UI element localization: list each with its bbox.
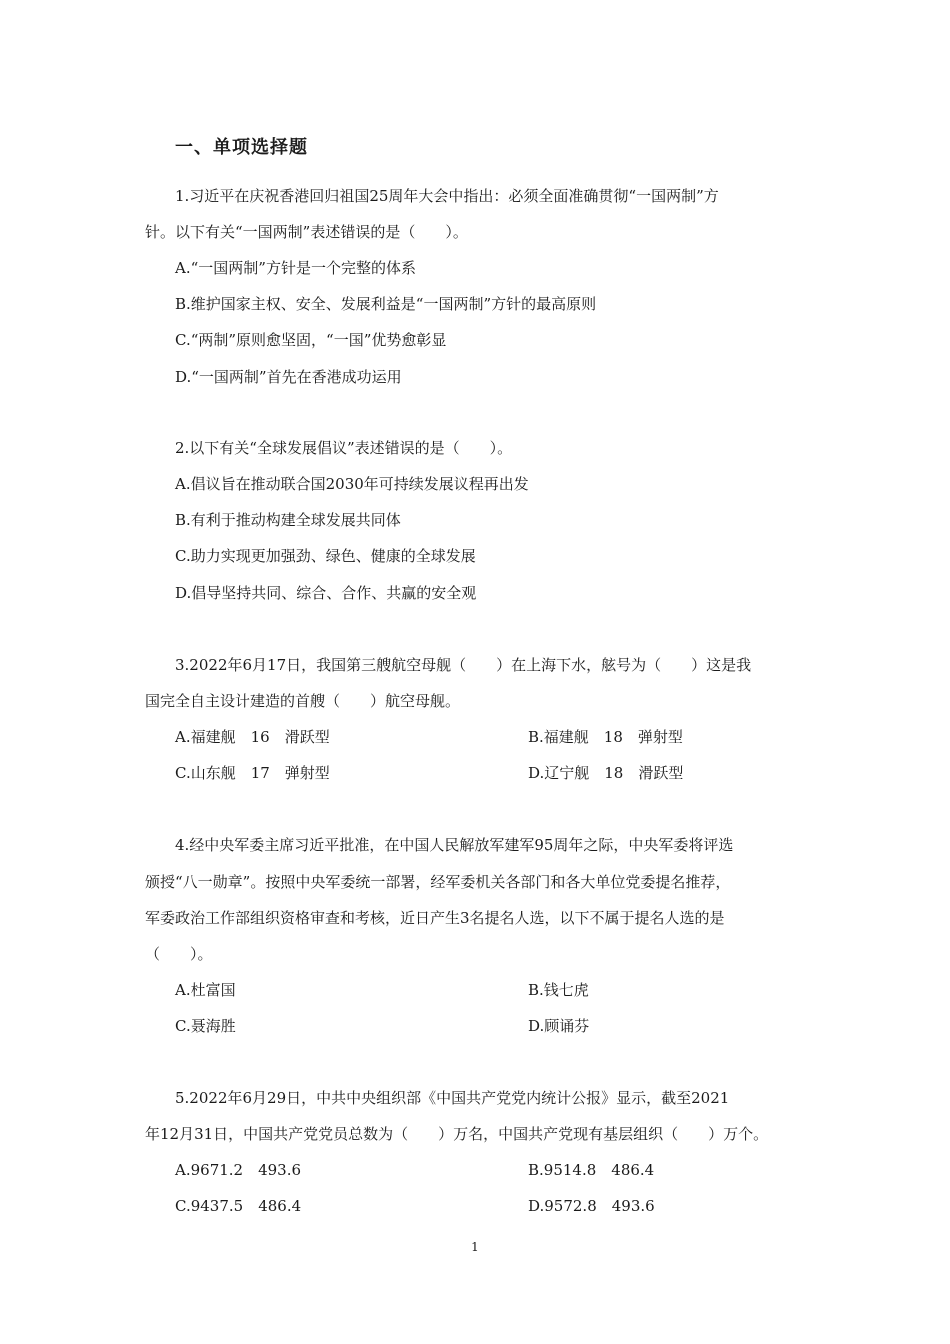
option-a: A.福建舰 16 滑跃型 — [175, 728, 330, 746]
question-stem-line: 3.2022年6月17日，我国第三艘航空母舰（ ）在上海下水，舷号为（ ）这是我 — [175, 656, 752, 674]
question-stem-line: 针。以下有关“一国两制”表述错误的是（ ）。 — [145, 223, 468, 241]
question-stem-line: 4.经中央军委主席习近平批准，在中国人民解放军建军95周年之际，中央军委将评选 — [175, 836, 734, 854]
option-d: D.9572.8 493.6 — [528, 1197, 655, 1215]
question-stem-line: 颁授“八一勋章”。按照中央军委统一部署，经军委机关各部门和各大单位党委提名推荐， — [145, 873, 731, 891]
option-b: B.钱七虎 — [528, 981, 589, 999]
option-c: C.9437.5 486.4 — [175, 1197, 302, 1215]
option-a: A.9671.2 493.6 — [175, 1161, 302, 1179]
question-stem-line: 年12月31日，中国共产党党员总数为（ ）万名，中国共产党现有基层组织（ ）万个。 — [145, 1125, 769, 1143]
option-c: C.助力实现更加强劲、绿色、健康的全球发展 — [175, 547, 476, 565]
option-c: C.山东舰 17 弹射型 — [175, 764, 330, 782]
section-title: 一、单项选择题 — [175, 137, 308, 158]
option-a: A.“一国两制”方针是一个完整的体系 — [175, 259, 416, 277]
page-number: 1 — [471, 1240, 479, 1254]
option-b: B.福建舰 18 弹射型 — [528, 728, 683, 746]
question-stem-line: 5.2022年6月29日，中共中央组织部《中国共产党党内统计公报》显示，截至2021 — [175, 1089, 730, 1107]
option-b: B.维护国家主权、安全、发展利益是“一国两制”方针的最高原则 — [175, 295, 597, 313]
option-a: A.倡议旨在推动联合国2030年可持续发展议程再出发 — [175, 475, 529, 493]
option-d: D.“一国两制”首先在香港成功运用 — [175, 368, 402, 386]
option-d: D.顾诵芬 — [528, 1017, 590, 1035]
option-d: D.倡导坚持共同、综合、合作、共赢的安全观 — [175, 584, 477, 602]
question-stem-line: 国完全自主设计建造的首艘（ ）航空母舰。 — [145, 692, 461, 710]
question-stem-line: （ ）。 — [145, 945, 213, 963]
option-d: D.辽宁舰 18 滑跃型 — [528, 764, 684, 782]
option-c: C.聂海胜 — [175, 1017, 236, 1035]
option-b: B.有利于推动构建全球发展共同体 — [175, 511, 401, 529]
question-stem-line: 2.以下有关“全球发展倡议”表述错误的是（ ）。 — [175, 439, 513, 457]
option-c: C.“两制”原则愈坚固，“一国”优势愈彰显 — [175, 331, 447, 349]
option-a: A.杜富国 — [175, 981, 236, 999]
question-stem-line: 1.习近平在庆祝香港回归祖国25周年大会中指出：必须全面准确贯彻“一国两制”方 — [175, 187, 719, 205]
question-stem-line: 军委政治工作部组织资格审查和考核，近日产生3名提名人选，以下不属于提名人选的是 — [145, 909, 725, 927]
option-b: B.9514.8 486.4 — [528, 1161, 655, 1179]
